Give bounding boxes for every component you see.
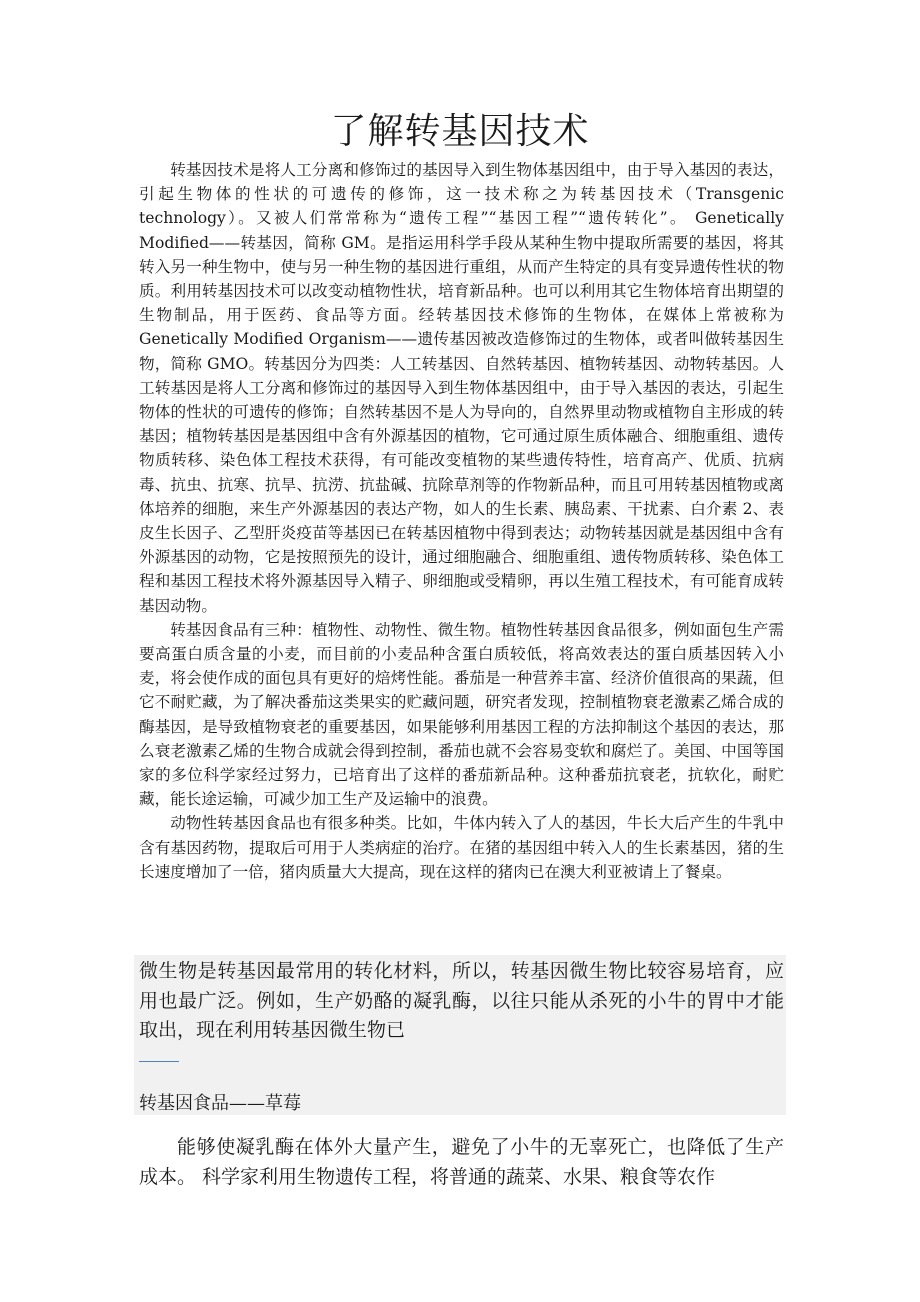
continuation-paragraph: 能够使凝乳酶在体外大量产生，避免了小牛的无辜死亡，也降低了生产成本。 科学家利用生物遗传工程，将普通的蔬菜、水果、粮食等农作 <box>139 1136 784 1188</box>
microbe-paragraph: 微生物是转基因最常用的转化材料，所以，转基因微生物比较容易培育，应用也最广泛。例如，生产奶酪的凝乳酶，以往只能从杀死的小牛的胃中才能取出，现在利用转基因微生物已 <box>139 960 784 1041</box>
document-title: 了解转基因技术 <box>330 111 590 152</box>
section-subheading: 转基因食品——草莓 <box>139 1093 301 1114</box>
body-text <box>139 158 784 884</box>
paragraph-animal-food: 动物性转基因食品也有很多种类。比如，牛体内转入了人的基因，牛长大后产生的牛乳中含有基因药物，提取后可用于人类病症的治疗。在猪的基因组中转入人的生长素基因，猪的生长速度增加了一倍，猪肉质量大大提高，现在这样的猪肉已在澳大利亚被请上了餐桌。 <box>139 814 784 881</box>
paragraph-intro: 转基因技术是将人工分离和修饰过的基因导入到生物体基因组中，由于导入基因的表达，引起生物体的性状的可遗传的修饰，这一技术称之为转基因技术（Transgenic technology）。又被人们常常称为“遗传工程”“基因工程”“遗传转化”。 Genetically Modified——转基因，简称 GM。是指运用科学手段从某种生物中提取所需要的基因，将其转入另一种生物中，使与另一种生物的基因进行重组，从而产生特定的具有变异遗传性状的物质。利用转基因技术可以改变动植物性状，培育新品种。也可以利用其它生物体培育出期望的生物制品，用于医药、食品等方面。经转基因技术修饰的生物体，在媒体上常被称为 Genetically Modified Organism——遗传基因被改造修饰过的生物体，或者叫做转基因生物，简称 GMO。转基因分为四类：人工转基因、自然转基因、植物转基因、动物转基因。人工转基因是将人工分离和修饰过的基因导入到生物体基因组中，由于导入基因的表达，引起生物体的性状的可遗传的修饰；自然转基因不是人为导向的，自然界里动物或植物自主形成的转基因；植物转基因是基因组中含有外源基因的植物，它可通过原生质体融合、细胞重组、遗传物质转移、染色体工程技术获得，有可能改变植物的某些遗传特性，培育高产、优质、抗病毒、抗虫、抗寒、抗旱、抗涝、抗盐碱、抗除草剂等的作物新品种，而且可用转基因植物或离体培养的细胞，来生产外源基因的表达产物，如人的生长素、胰岛素、干扰素、白介素 2、表皮生长因子、乙型肝炎疫苗等基因已在转基因植物中得到表达；动物转基因就是基因组中含有外源基因的动物，它是按照预先的设计，通过细胞融合、细胞重组、遗传物质转移、染色体工程和基因工程技术将外源基因导入精子、卵细胞或受精卵，再以生殖工程技术，有可能育成转基因动物。 <box>139 161 784 615</box>
paragraph-food-types: 转基因食品有三种：植物性、动物性、微生物。植物性转基因食品很多，例如面包生产需要高蛋白质含量的小麦，而目前的小麦品种含蛋白质较低，将高效表达的蛋白质基因转入小麦，将会使作成的面包具有更好的焙烤性能。番茄是一种营养丰富、经济价值很高的果蔬，但它不耐贮藏，为了解决番茄这类果实的贮藏问题，研究者发现，控制植物衰老激素乙烯合成的酶基因，是导致植物衰老的重要基因，如果能够利用基因工程的方法抑制这个基因的表达，那么衰老激素乙烯的生物合成就会得到控制，番茄也就不会容易变软和腐烂了。美国、中国等国家的多位科学家经过努力，已培育出了这样的番茄新品种。这种番茄抗衰老，抗软化，耐贮藏，能长途运输，可减少加工生产及运输中的浪费。 <box>139 620 784 809</box>
divider-rule <box>139 1061 179 1062</box>
